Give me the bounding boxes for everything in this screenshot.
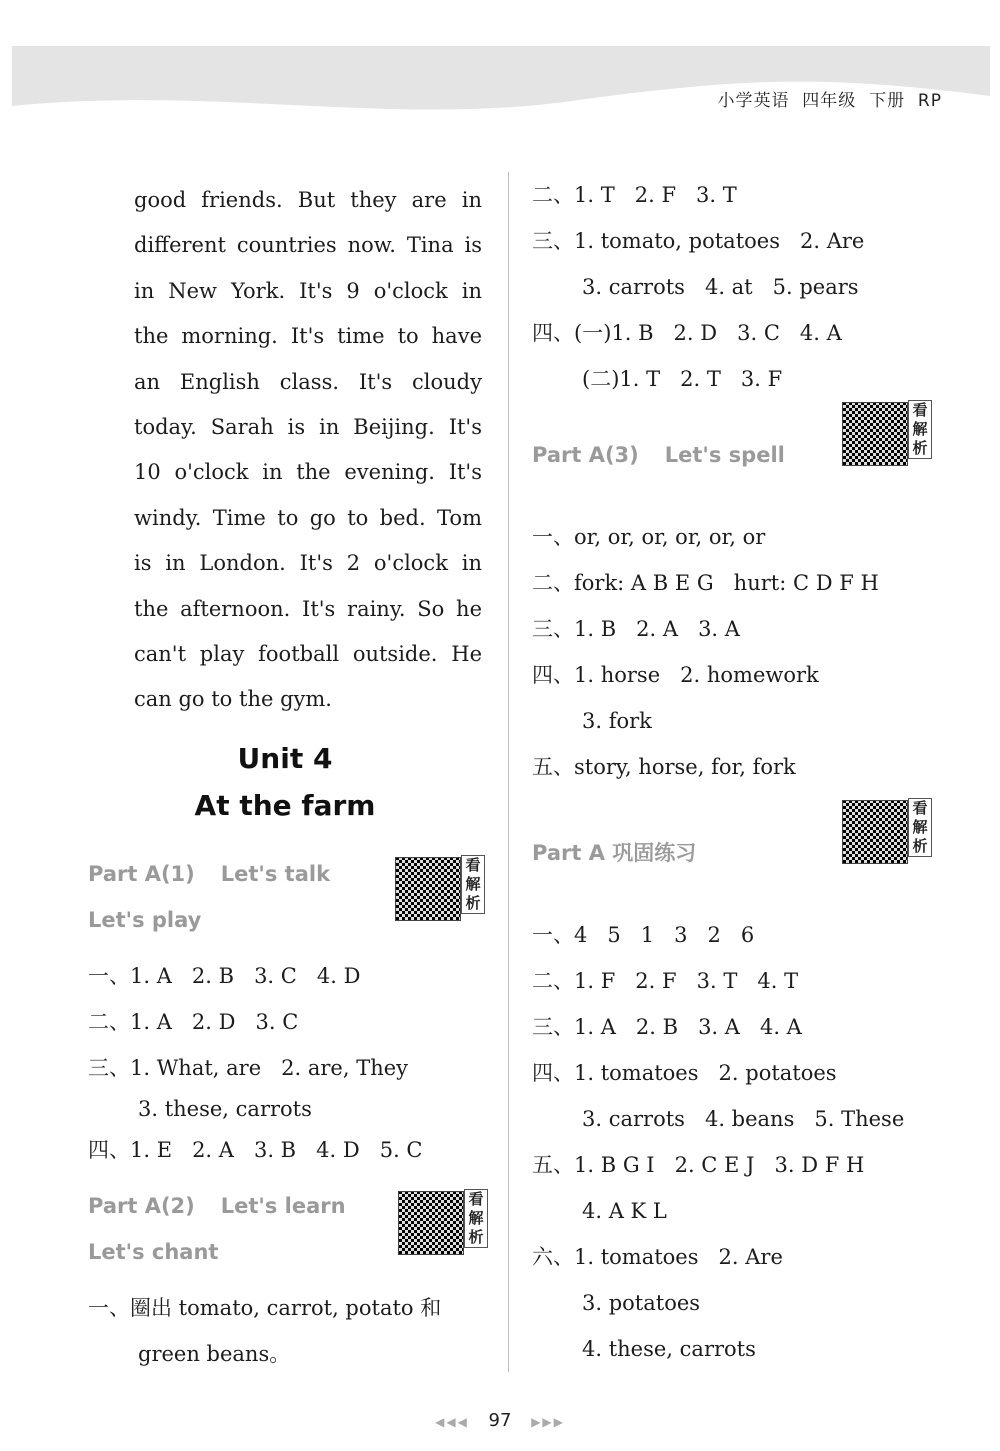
section-head-sub: Let's chant [88,1239,219,1264]
answer-line: 三、1. B 2. A 3. A [532,617,740,641]
answer-line: 三、1. A 2. B 3. A 4. A [532,1015,802,1039]
passage-line: can't play football outside. He [134,642,482,667]
answer-line: 三、1. tomato, potatoes 2. Are [532,229,865,253]
passage-line: in New York. It's 9 o'clock in [134,278,482,303]
passage-line: windy. Time to go to bed. Tom [134,505,482,530]
answer-line: 三、1. What, are 2. are, They [88,1055,409,1080]
answer-line: 4. these, carrots [582,1337,756,1361]
passage-line: the morning. It's time to have [134,324,482,349]
qr-label: 看解析 [908,400,932,459]
section-part-a-review [532,799,972,876]
reading-passage [134,178,482,723]
qr-code [842,800,908,864]
answer-line: 四、1. tomatoes 2. potatoes [532,1061,837,1085]
passage-line: an English class. It's cloudy [134,369,482,394]
answer-line: green beans。 [138,1341,291,1366]
unit-title: At the farm [194,788,376,822]
passage-line: can go to the gym. [134,687,332,712]
header-subject: 小学英语 四年级 下册 RP [717,91,942,111]
qr-code [842,402,908,466]
answer-line: 二、1. F 2. F 3. T 4. T [532,969,799,993]
prev-arrows-icon: ◀◀◀ [435,1415,469,1429]
qr-code [398,1191,464,1255]
unit-number: Unit 4 [237,741,333,775]
passage-line: today. Sarah is in Beijing. It's [134,415,482,440]
answer-line: (二)1. T 2. T 3. F [582,367,783,391]
answer-line: 二、1. T 2. F 3. T [532,183,737,207]
section-part-a2 [88,1183,488,1275]
answer-line: 四、1. horse 2. homework [532,663,819,687]
answer-line: 3. fork [582,709,652,733]
section-head-title: Let's learn [220,1193,346,1218]
answer-line: 一、1. A 2. B 3. C 4. D [88,963,361,988]
section-head-title: Let's spell [664,443,785,467]
passage-line: different countries now. Tina is [134,233,482,258]
answer-line: 五、1. B G I 2. C E J 3. D F H [532,1153,865,1177]
section-part-a3 [532,401,972,478]
answer-line: 一、4 5 1 3 2 6 [532,923,755,947]
qr-code [395,857,461,921]
section-head-part: Part A(2) [88,1193,195,1218]
next-arrows-icon: ▶▶▶ [531,1415,565,1429]
section-head-sub: Let's play [88,907,202,932]
answer-line: 3. these, carrots [138,1096,312,1121]
answer-line: 3. carrots 4. at 5. pears [582,275,859,299]
column-divider [508,172,509,1372]
answer-line: 二、1. A 2. D 3. C [88,1009,299,1034]
passage-line: 10 o'clock in the evening. It's [134,460,482,485]
section-head-part: Part A(1) [88,861,195,886]
qr-label: 看解析 [464,1189,488,1248]
answer-line: 六、1. tomatoes 2. Are [532,1245,783,1269]
section-head-title: Let's talk [220,861,331,886]
page-number: 97 [488,1410,512,1431]
answer-line: 五、story, horse, for, fork [532,755,796,779]
answer-line: 一、or, or, or, or, or, or [532,525,766,549]
passage-line: the afternoon. It's rainy. So he [134,596,482,621]
answer-line: 四、(一)1. B 2. D 3. C 4. A [532,321,842,345]
passage-line: good friends. But they are in [134,188,482,212]
qr-label: 看解析 [908,798,932,857]
section-head-part: Part A(3) [532,443,639,467]
answer-line: 3. carrots 4. beans 5. These [582,1107,905,1131]
section-part-a1 [88,851,488,943]
answer-line: 一、圈出 tomato, carrot, potato 和 [88,1295,442,1320]
left-column [88,178,488,1377]
passage-line: is in London. It's 2 o'clock in [134,551,482,576]
answer-line: 4. A K L [582,1199,667,1223]
answer-line: 四、1. E 2. A 3. B 4. D 5. C [88,1137,423,1162]
right-column [532,172,972,1372]
qr-label: 看解析 [461,855,485,914]
answer-line: 二、fork: A B E G hurt: C D F H [532,571,879,595]
section-head-part: Part A 巩固练习 [532,841,697,865]
page-footer [0,1410,1000,1431]
answer-line: 3. potatoes [582,1291,701,1315]
